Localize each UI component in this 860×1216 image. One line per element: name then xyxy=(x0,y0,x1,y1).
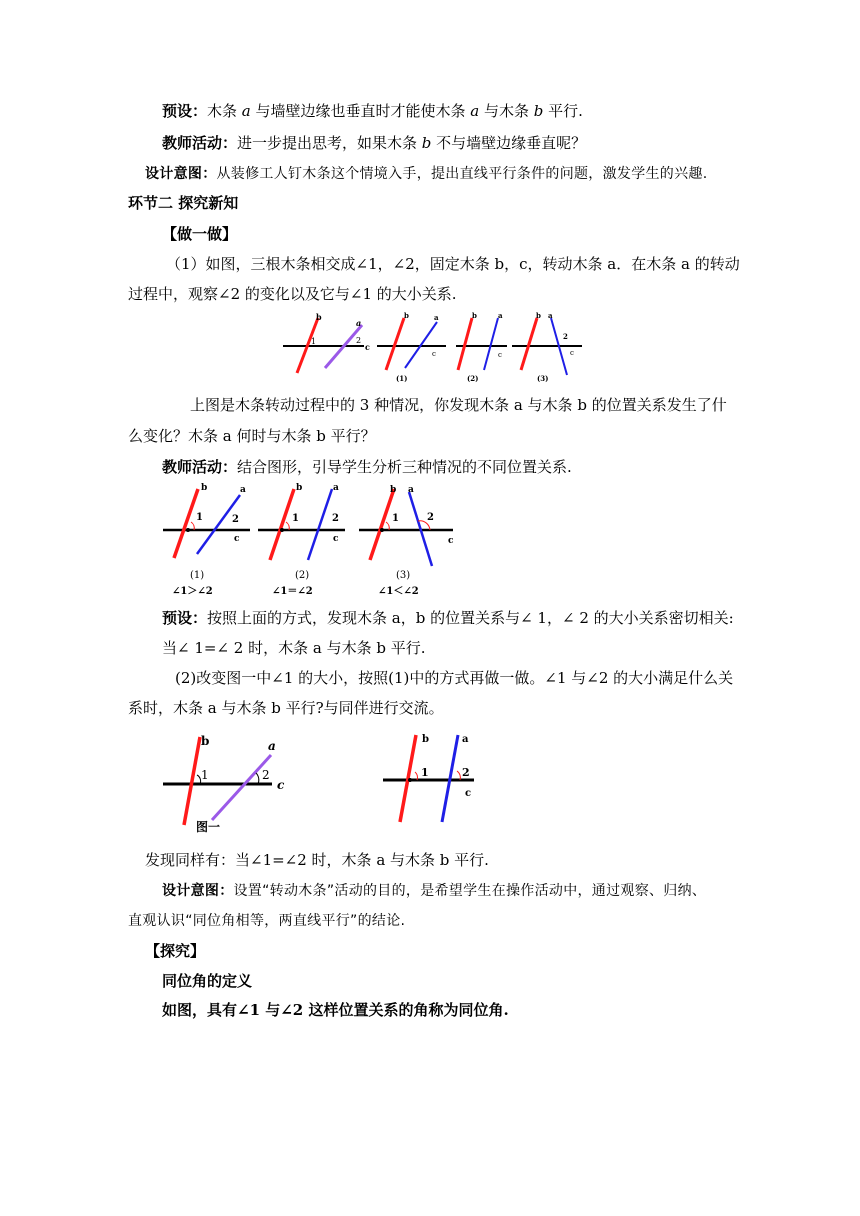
label-c: c xyxy=(365,342,370,352)
label-a: a xyxy=(356,318,362,328)
svg-text:2: 2 xyxy=(563,332,568,341)
svg-text:1: 1 xyxy=(201,768,209,782)
svg-text:a: a xyxy=(333,483,339,493)
svg-text:1: 1 xyxy=(421,766,429,779)
teacher-activity-2: 教师活动：结合图形，引导学生分析三种情况的不同位置关系. xyxy=(162,458,572,476)
design-intent-1: 设计意图：从装修工人钉木条这个情境入手，提出直线平行条件的问题，激发学生的兴趣. xyxy=(145,166,708,182)
svg-text:2: 2 xyxy=(332,513,339,524)
svg-text:b: b xyxy=(422,734,429,745)
svg-text:c: c xyxy=(498,351,502,359)
relation-2: ∠1＝∠2 xyxy=(272,586,313,597)
design-intent-2-line1: 设计意图：设置“转动木条”活动的目的，是希望学生在操作活动中，通过观察、归纳、 xyxy=(162,883,707,899)
svg-text:c: c xyxy=(448,536,454,546)
figure-one xyxy=(163,734,285,834)
question-1b-line1: 上图是木条转动过程中的 3 种情况，你发现木条 a 与木条 b 的位置关系发生了什 xyxy=(190,396,727,414)
svg-text:2: 2 xyxy=(427,512,434,523)
preset-line-1: 预设：木条 a 与墙壁边缘也垂直时才能使木条 a 与木条 b 平行. xyxy=(162,102,583,120)
figure-parallel xyxy=(383,734,474,822)
question-2-line1: (2)改变图一中∠1 的大小，按照(1)中的方式再做一做。∠1 与∠2 的大小满足什么关 xyxy=(175,669,734,687)
svg-text:1: 1 xyxy=(292,513,299,524)
design-intent-2-line2: 直观认识“同位角相等，两直线平行”的结论. xyxy=(128,913,406,929)
svg-text:a: a xyxy=(240,485,246,495)
svg-text:b: b xyxy=(472,311,477,320)
teacher-activity-1: 教师活动：进一步提出思考，如果木条 b 不与墙壁边缘垂直呢？ xyxy=(162,134,587,152)
small-caption-1: (1) xyxy=(396,374,408,383)
do-title: 【做一做】 xyxy=(162,225,238,243)
svg-text:2: 2 xyxy=(262,768,270,782)
question-1b-line2: 么变化？木条 a 何时与木条 b 平行？ xyxy=(128,427,376,445)
question-1-line1: （1）如图，三根木条相交成∠1，∠2，固定木条 b，c，转动木条 a．在木条 a 的转动 xyxy=(166,255,740,273)
svg-text:a: a xyxy=(434,313,439,322)
svg-text:c: c xyxy=(234,534,240,544)
medium-caption-2: (2) xyxy=(295,570,310,581)
svg-text:2: 2 xyxy=(462,766,470,779)
section-title: 环节二 探究新知 xyxy=(128,194,239,212)
question-1-line2: 过程中，观察∠2 的变化以及它与∠1 的大小关系. xyxy=(128,285,457,303)
svg-text:2: 2 xyxy=(232,514,239,525)
svg-text:1: 1 xyxy=(392,513,399,524)
question-2-line2: 系时，木条 a 与木条 b 平行?与同伴进行交流。 xyxy=(128,699,444,717)
explore-title: 【探究】 xyxy=(145,942,206,960)
svg-text:c: c xyxy=(277,778,285,792)
preset-line-2: 预设：按照上面的方式，发现木条 a，b 的位置关系与∠ 1，∠ 2 的大小关系密切相关: xyxy=(162,609,734,627)
relation-3: ∠1＜∠2 xyxy=(378,586,419,597)
svg-text:a: a xyxy=(498,311,503,320)
svg-text:c: c xyxy=(333,534,339,544)
svg-text:b: b xyxy=(201,734,210,748)
small-caption-2: (2) xyxy=(467,374,479,383)
label-1: 1 xyxy=(311,337,317,346)
definition-text: 如图，具有∠1 与∠2 这样位置关系的角称为同位角. xyxy=(162,1001,509,1019)
svg-text:b: b xyxy=(536,311,541,320)
label-b: b xyxy=(316,312,322,322)
svg-text:a: a xyxy=(268,739,276,753)
svg-text:a: a xyxy=(548,311,553,320)
label-2: 2 xyxy=(356,336,362,345)
svg-text:b: b xyxy=(390,485,397,495)
svg-text:b: b xyxy=(404,311,409,320)
medium-caption-1: (1) xyxy=(190,570,205,581)
svg-text:b: b xyxy=(296,483,303,493)
preset-label: 预设： xyxy=(162,102,208,120)
svg-text:a: a xyxy=(462,734,469,745)
svg-text:c: c xyxy=(432,350,436,358)
figure-one-caption: 图一 xyxy=(196,820,221,834)
small-caption-3: (3) xyxy=(537,374,549,383)
definition-title: 同位角的定义 xyxy=(162,972,253,990)
svg-text:c: c xyxy=(465,788,472,799)
relation-1: ∠1＞∠2 xyxy=(172,586,213,597)
svg-text:a: a xyxy=(408,485,414,495)
finding-line: 发现同样有：当∠1=∠2 时，木条 a 与木条 b 平行. xyxy=(145,851,489,869)
svg-text:b: b xyxy=(201,483,208,493)
medium-caption-3: (3) xyxy=(396,570,411,581)
svg-text:c: c xyxy=(570,349,574,357)
preset-line-3: 当∠ 1=∠ 2 时，木条 a 与木条 b 平行. xyxy=(162,639,426,657)
svg-text:1: 1 xyxy=(196,512,203,523)
